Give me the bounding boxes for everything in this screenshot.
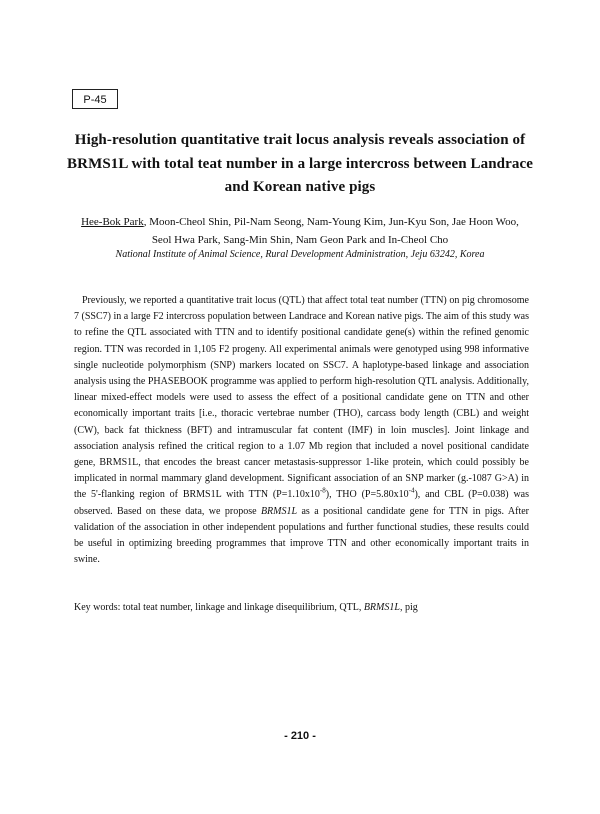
keywords-text: total teat number, linkage and linkage disequilibrium, QTL,	[122, 602, 364, 613]
keywords-gene: BRMS1L	[363, 602, 400, 613]
gene-name-italic: BRMS1L	[260, 505, 298, 517]
author-list	[60, 213, 540, 249]
keywords-tail: , pig	[399, 602, 418, 613]
affiliation: National Institute of Animal Science, Rural Development Administration, Jeju 63242, Korea	[115, 249, 485, 260]
title-line-2: BRMS1L with total teat number in a large intercross between Landrace	[67, 155, 533, 172]
abstract-text-2: ), THO (P=5.80x10	[325, 489, 409, 501]
keywords-label: Key words:	[74, 602, 123, 613]
co-authors-line-2: Seol Hwa Park, Sang-Min Shin, Nam Geon Park and In-Cheol Cho	[151, 234, 449, 246]
abstract-text-1: Previously, we reported a quantitative trait locus (QTL) that affect total teat number (TTN) on pig chromosome 7 (SSC7) in a large F2 intercross population between Landrace and Korean native pigs. The aim of this study was to refine the QTL associated with TTN and to identify positional candidate gene(s) within the refined genomic region. TTN was recorded in 1,105 F2 progeny. All experimental animals were genotyped using 998 informative single nucleotide polymorphism (SNP) markers located on SSC7. A haplotype-based linkage and association analysis using the PHASEBOOK programme was applied to perform high-resolution QTL analysis. Additionally, linear mixed-effect models were used to assess the effect of a positional candidate gene on TTN and other economically important traits [i.e., thoracic vertebrae number (THO), carcass body length (CBL) and weight (CW), back fat thickness (BFT) and intramuscular fat content (IMF) in loin muscles]. Joint linkage and association analysis refined the critical region to a 1.07 Mb region that included a novel positional candidate gene, BRMS1L, that encodes the breast cancer metastasis-suppressor 1-like protein, which could possibly be implicated in normal mammary gland development. Significant association of an SNP marker (g.-1087 G>A) in the 5'-flanking region of BRMS1L with TTN (P=1.10x10	[74, 295, 529, 501]
title-line-3: and Korean native pigs	[224, 179, 376, 195]
abstract-text-3: ), and CBL (P=0.038) was observed. Based on these data, we propose	[74, 489, 529, 517]
abstract	[74, 293, 529, 568]
p-value-exponent-1: -8	[319, 487, 326, 496]
keywords	[74, 600, 529, 616]
co-authors-line-1: , Moon-Cheol Shin, Pil-Nam Seong, Nam-Young Kim, Jun-Kyu Son, Jae Hoon Woo,	[143, 216, 519, 228]
abstract-paragraph	[74, 293, 529, 568]
title-line-1: High-resolution quantitative trait locus analysis reveals association of	[74, 132, 526, 148]
poster-id-box: P-45	[72, 89, 118, 109]
page-number: - 210 -	[284, 730, 316, 742]
paper-title	[60, 129, 540, 200]
lead-author: Hee-Bok Park	[81, 216, 144, 228]
abstract-text-4: as a positional candidate gene for TTN in pigs. After validation of the association in other independent populations and further functional studies, these results could be useful in optimizing breeding programmes that improve TTN and other economically important traits in swine.	[74, 505, 530, 566]
p-value-exponent-2: -4	[408, 487, 415, 496]
